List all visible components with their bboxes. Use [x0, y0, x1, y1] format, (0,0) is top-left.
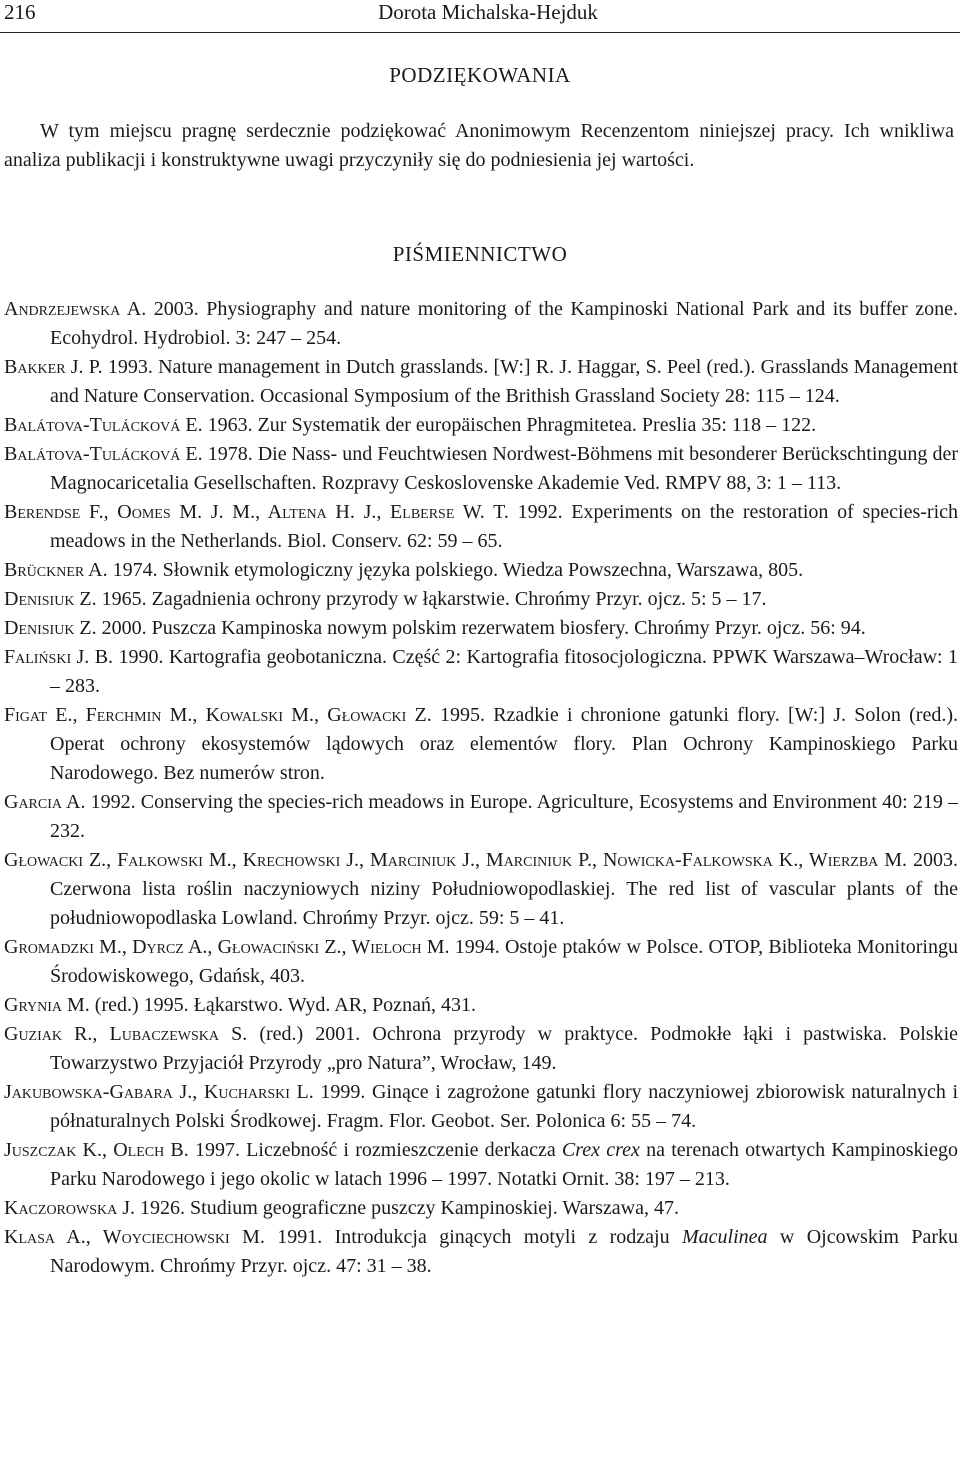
reference-authors: Juszczak K., Olech B.	[4, 1139, 189, 1161]
reference-item	[0, 991, 958, 1020]
reference-item	[0, 556, 958, 585]
reference-authors: Figat E., Ferchmin M., Kowalski M., Głowacki Z.	[4, 704, 432, 726]
reference-species-name: Crex crex	[561, 1139, 640, 1161]
reference-item	[0, 643, 958, 701]
reference-authors: Głowacki Z., Falkowski M., Krechowski J., Marciniuk J., Marciniuk P., Nowicka-Falkowska K., Wierzba M.	[4, 849, 908, 871]
reference-authors: Klasa A., Woyciechowski M.	[4, 1226, 265, 1248]
reference-text: 1974. Słownik etymologiczny języka polskiego. Wiedza Powszechna, Warszawa, 805.	[107, 559, 804, 581]
references-heading: PIŚMIENNICTWO	[392, 242, 568, 266]
reference-item	[0, 1020, 958, 1078]
reference-item	[0, 411, 958, 440]
acknowledgements-heading: PODZIĘKOWANIA	[389, 63, 571, 87]
reference-item	[0, 440, 958, 498]
reference-authors: Denisiuk Z.	[4, 617, 97, 639]
reference-text-before: 1997. Liczebność i rozmieszczenie derkacza	[188, 1139, 562, 1161]
reference-text: 1999. Ginące i zagrożone gatunki flory naczyniowej zbiorowisk naturalnych i półnaturalnych Polski Środkowej. Fragm. Flor. Geobot. Ser. Polonica 6: 55 – 74.	[50, 1081, 959, 1132]
reference-authors: Berendse F., Oomes M. J. M., Altena H. J., Elberse W. T.	[4, 501, 509, 523]
reference-item	[0, 353, 958, 411]
reference-item	[0, 933, 958, 991]
reference-authors: Gromadzki M., Dyrcz A., Głowaciński Z., Wieloch M.	[4, 936, 450, 958]
reference-authors: Grynia M.	[4, 994, 90, 1016]
reference-item	[0, 498, 958, 556]
reference-text: na terenach otwartych Kampinoskiego Parku Narodowego i jego okolic w latach 1996 – 1997. Notatki Ornit. 38: 197 – 213.	[50, 1139, 958, 1190]
reference-text: 1978. Die Nass- und Feuchtwiesen Nordwest-Böhmens mit besonderer Berückschtingung der Magnocaricetalia Gesellschaften. Rozpravy Ceskoslovenske Akademie Ved. RMPV 88, 3: 1 – 113.	[50, 443, 958, 494]
reference-item	[0, 614, 958, 643]
reference-item	[0, 701, 958, 788]
page-number: 216	[4, 0, 36, 24]
reference-text: 2003. Czerwona lista roślin naczyniowych niziny Południowopodlaskiej. The red list of vascular plants of the południowopodlaska Lowland. Chrońmy Przyr. ojcz. 59: 5 – 41.	[50, 849, 958, 929]
reference-text: 1993. Nature management in Dutch grasslands. [W:] R. J. Haggar, S. Peel (red.). Grasslands Management and Nature Conservation. Occasional Symposium of the Brithish Grassland Society 28: 115 – 124.	[50, 356, 959, 407]
reference-text: 1995. Rzadkie i chronione gatunki flory. [W:] J. Solon (red.). Operat ochrony ekosystemów lądowych oraz elementów flory. Plan Ochrony Kampinoskiego Parku Narodowego. Bez numerów stron.	[50, 704, 958, 784]
reference-authors: Balátova-Tulácková E.	[4, 443, 203, 465]
reference-authors: Denisiuk Z.	[4, 588, 97, 610]
header-rule	[0, 32, 960, 33]
reference-authors: Kaczorowska J.	[4, 1197, 136, 1219]
reference-item	[0, 846, 958, 933]
reference-text: w Ojcowskim Parku Narodowym. Chrońmy Przyr. ojcz. 47: 31 – 38.	[50, 1226, 958, 1277]
reference-item	[0, 1078, 958, 1136]
reference-text: 2003. Physiography and nature monitoring of the Kampinoski National Park and its buffer zone. Ecohydrol. Hydrobiol. 3: 247 – 254.	[50, 298, 958, 349]
reference-item	[0, 295, 958, 353]
reference-authors: Brückner A.	[4, 559, 108, 581]
acknowledgements-text: W tym miejscu pragnę serdecznie podziękować Anonimowym Recenzentom niniejszej pracy. Ich wnikliwa analiza publikacji i konstruktywne uwagi przyczyniły się do podniesienia jej wartości.	[4, 120, 954, 171]
reference-text: (red.) 1995. Łąkarstwo. Wyd. AR, Poznań, 431.	[89, 994, 476, 1016]
reference-text: 1965. Zagadnienia ochrony przyrody w łąkarstwie. Chrońmy Przyr. ojcz. 5: 5 – 17.	[96, 588, 767, 610]
reference-text: 1994. Ostoje ptaków w Polsce. OTOP, Biblioteka Monitoringu Środowiskowego, Gdańsk, 403.	[50, 936, 958, 987]
reference-text: 1963. Zur Systematik der europäischen Phragmitetea. Preslia 35: 118 – 122.	[202, 414, 817, 436]
reference-text-before: 1991. Introdukcja ginących motyli z rodzaju	[264, 1226, 682, 1248]
reference-text: 1990. Kartografia geobotaniczna. Część 2: Kartografia fitosocjologiczna. PPWK Warszawa–Wrocław: 1 – 283.	[50, 646, 958, 697]
running-head: Dorota Michalska-Hejduk	[378, 0, 598, 24]
reference-authors: Bakker J. P.	[4, 356, 103, 378]
reference-authors: Guziak R., Lubaczewska S.	[4, 1023, 248, 1045]
reference-item	[0, 1136, 958, 1194]
reference-species-name: Maculinea	[682, 1226, 768, 1248]
reference-text: 1992. Conserving the species-rich meadows in Europe. Agriculture, Ecosystems and Environment 40: 219 – 232.	[50, 791, 958, 842]
reference-text: 2000. Puszcza Kampinoska nowym polskim rezerwatem biosfery. Chrońmy Przyr. ojcz. 56: 94.	[96, 617, 866, 639]
reference-item	[0, 1194, 958, 1223]
reference-authors: Faliński J. B.	[4, 646, 114, 668]
reference-item	[0, 585, 958, 614]
reference-text: (red.) 2001. Ochrona przyrody w praktyce. Podmokłe łąki i pastwiska. Polskie Towarzystwo Przyjaciół Przyrody „pro Natura”, Wrocław, 149.	[50, 1023, 959, 1074]
reference-text: 1992. Experiments on the restoration of species-rich meadows in the Netherlands. Biol. Conserv. 62: 59 – 65.	[50, 501, 959, 552]
reference-authors: Garcia A.	[4, 791, 86, 813]
reference-list	[0, 295, 958, 1281]
reference-authors: Balátova-Tulácková E.	[4, 414, 203, 436]
reference-item	[0, 788, 958, 846]
reference-text: 1926. Studium geograficzne puszczy Kampinoskiej. Warszawa, 47.	[135, 1197, 679, 1219]
reference-authors: Jakubowska-Gabara J., Kucharski L.	[4, 1081, 314, 1103]
page-header	[0, 0, 960, 36]
reference-item	[0, 1223, 958, 1281]
reference-authors: Andrzejewska A.	[4, 298, 147, 320]
